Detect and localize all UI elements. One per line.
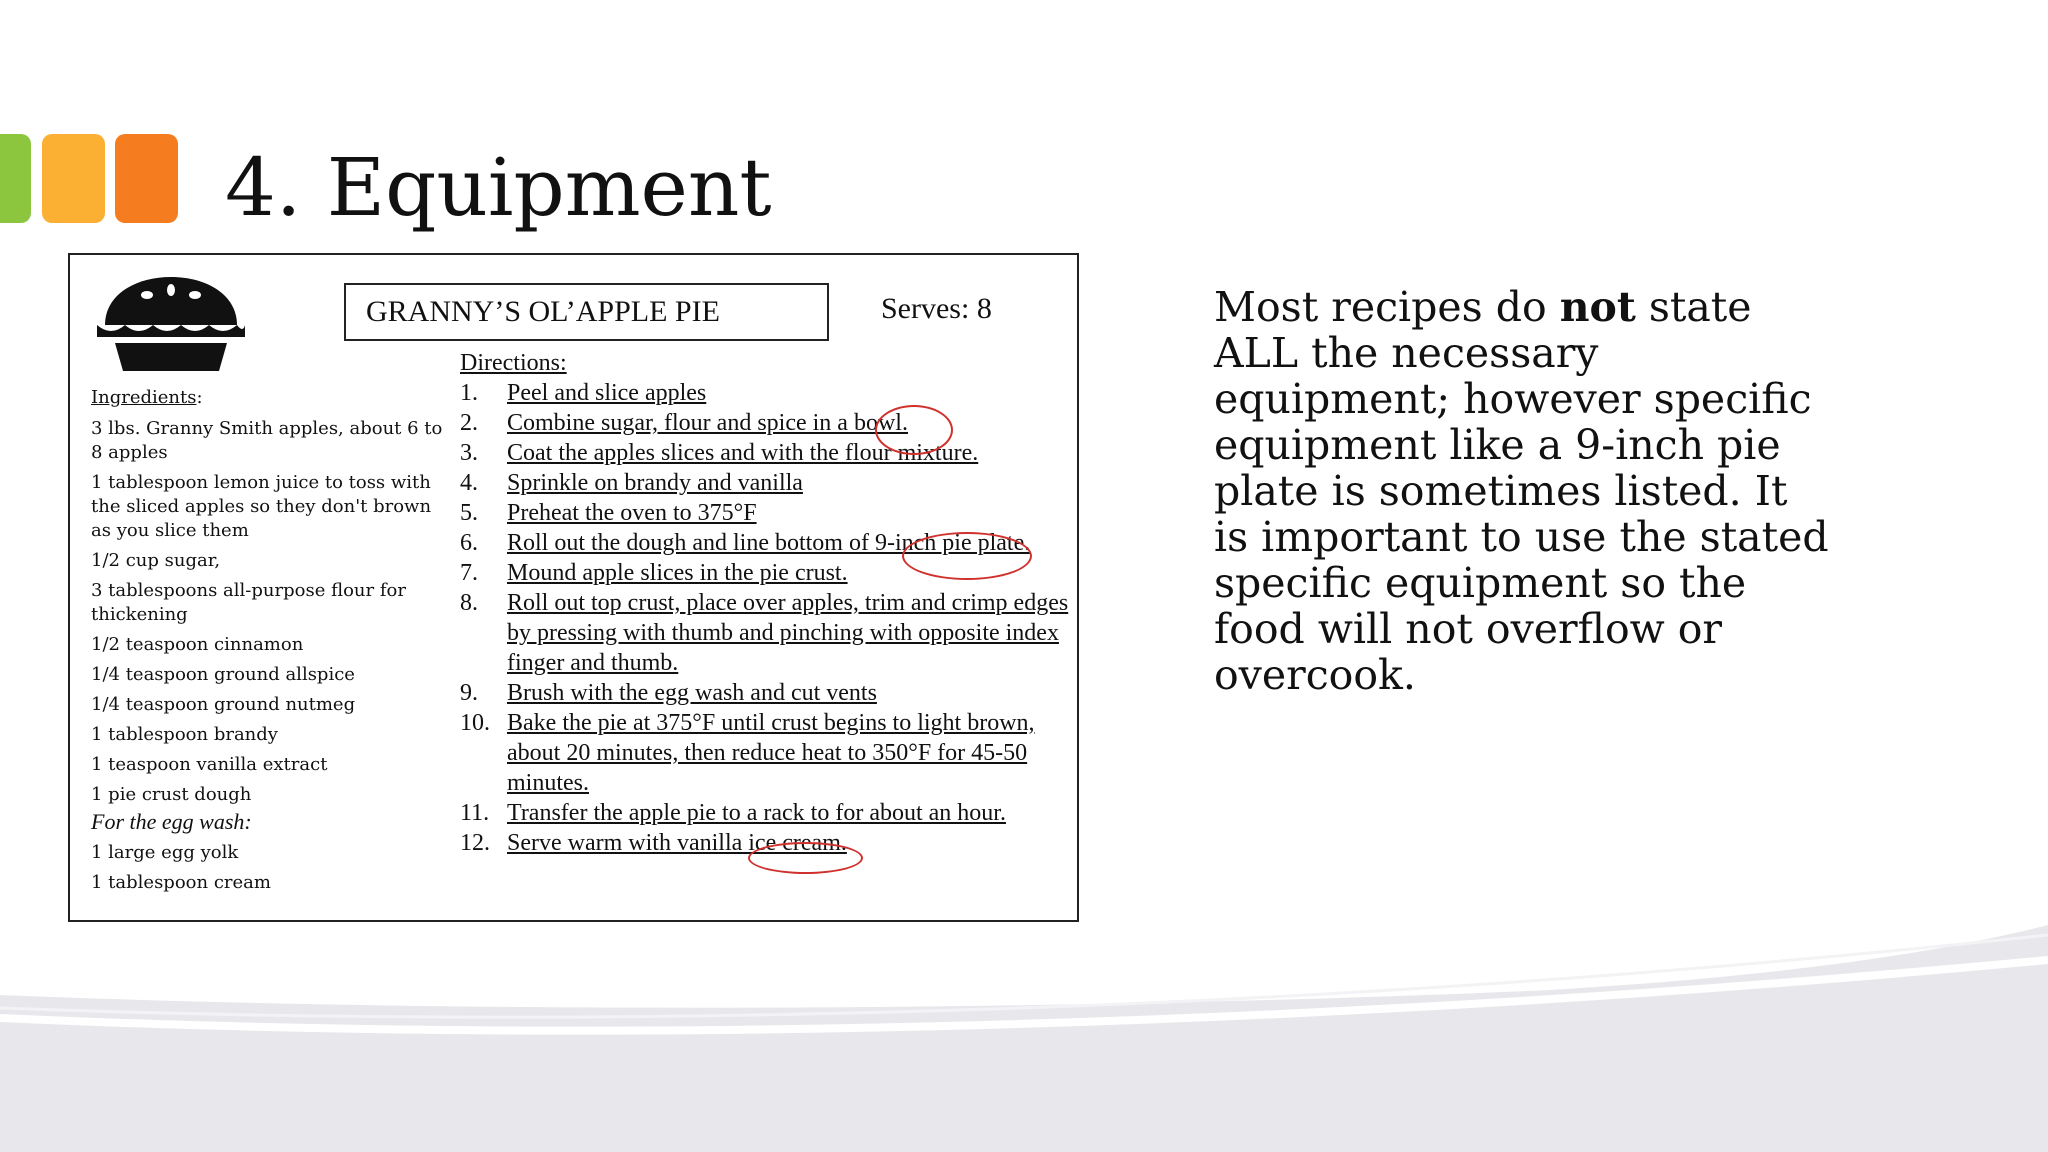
direction-step xyxy=(460,408,1070,438)
step-text: Serve warm with vanilla ice cream. xyxy=(507,830,847,856)
accent-bar-yellow xyxy=(42,134,105,223)
egg-wash-item: 1 tablespoon cream xyxy=(91,872,271,893)
step-number: 4. xyxy=(460,470,478,496)
side-text-part1: Most recipes do xyxy=(1214,283,1560,331)
step-number: 5. xyxy=(460,500,478,526)
step-text: Transfer the apple pie to a rack to for about an hour. xyxy=(507,800,1006,826)
ingredient-item: 1/4 teaspoon ground allspice xyxy=(91,664,355,685)
step-text: Bake the pie at 375°F until crust begins to light brown, about 20 minutes, then reduce heat to 350°F for 45-50 minutes. xyxy=(507,710,1035,796)
side-text-part2: state ALL the necessary equipment; however specific equipment like a 9-inch pie plate is sometimes listed. It is important to use the stated specific equipment so the food will not overflow or overcook. xyxy=(1214,283,1829,699)
recipe-title: GRANNY’S OL’APPLE PIE xyxy=(344,283,829,341)
direction-step xyxy=(460,678,1070,708)
step-number: 1. xyxy=(460,380,478,406)
step-text: Mound apple slices in the pie crust. xyxy=(507,560,848,586)
direction-step xyxy=(460,588,1070,678)
step-text: Combine sugar, flour and spice in a bowl. xyxy=(507,410,908,436)
ingredient-item: 3 lbs. Granny Smith apples, about 6 to 8 apples xyxy=(91,418,443,463)
serves-label: Serves: 8 xyxy=(881,292,992,325)
directions-heading: Directions: xyxy=(460,350,567,376)
step-text: Peel and slice apples xyxy=(507,380,707,406)
step-text: Coat the apples slices and with the flour mixture. xyxy=(507,440,979,466)
egg-wash-item: 1 large egg yolk xyxy=(91,842,239,863)
step-number: 6. xyxy=(460,530,478,556)
ingredient-item: 1 pie crust dough xyxy=(91,784,252,805)
ingredients-heading xyxy=(91,385,451,411)
step-text: Brush with the egg wash and cut vents xyxy=(507,680,877,706)
step-number: 8. xyxy=(460,590,478,616)
direction-step xyxy=(460,378,1070,408)
accent-bar-green xyxy=(0,134,31,223)
side-explanation xyxy=(1214,284,1834,698)
direction-step xyxy=(460,828,1070,858)
recipe-card xyxy=(68,253,1079,922)
ingredient-item: 1/4 teaspoon ground nutmeg xyxy=(91,694,356,715)
step-text: Preheat the oven to 375°F xyxy=(507,500,757,526)
ingredients-section xyxy=(91,385,451,901)
step-number: 12. xyxy=(460,830,490,856)
direction-step xyxy=(460,528,1070,558)
ingredients-heading-colon: : xyxy=(196,387,203,408)
ingredient-item: 1/2 teaspoon cinnamon xyxy=(91,634,304,655)
step-number: 3. xyxy=(460,440,478,466)
step-text: Roll out top crust, place over apples, trim and crimp edges by pressing with thumb and pinching with opposite index finger and thumb. xyxy=(507,590,1069,676)
directions-section xyxy=(460,348,1070,858)
step-text: Roll out the dough and line bottom of 9-inch pie plate. xyxy=(507,530,1031,556)
side-text-emphasis: not xyxy=(1559,283,1636,331)
ingredients-heading-label: Ingredients xyxy=(91,387,197,408)
step-number: 9. xyxy=(460,680,478,706)
direction-step xyxy=(460,708,1070,798)
step-text: Sprinkle on brandy and vanilla xyxy=(507,470,803,496)
ingredient-item: 1 teaspoon vanilla extract xyxy=(91,754,328,775)
step-number: 7. xyxy=(460,560,478,586)
slide-title: 4. Equipment xyxy=(225,141,772,234)
step-number: 2. xyxy=(460,410,478,436)
direction-step xyxy=(460,558,1070,588)
direction-step xyxy=(460,798,1070,828)
ingredient-item: 1 tablespoon lemon juice to toss with the sliced apples so they don't brown as you slice them xyxy=(91,472,432,541)
step-number: 11. xyxy=(460,800,490,826)
ingredient-item: 1/2 cup sugar, xyxy=(91,550,221,571)
ingredient-item: 1 tablespoon brandy xyxy=(91,724,278,745)
step-number: 10. xyxy=(460,710,490,736)
directions-list xyxy=(460,378,1070,858)
direction-step xyxy=(460,468,1070,498)
direction-step xyxy=(460,498,1070,528)
pie-icon xyxy=(97,273,245,375)
egg-wash-heading: For the egg wash: xyxy=(91,809,252,834)
ingredient-item: 3 tablespoons all-purpose flour for thickening xyxy=(91,580,406,625)
accent-bar-orange xyxy=(115,134,178,223)
direction-step xyxy=(460,438,1070,468)
